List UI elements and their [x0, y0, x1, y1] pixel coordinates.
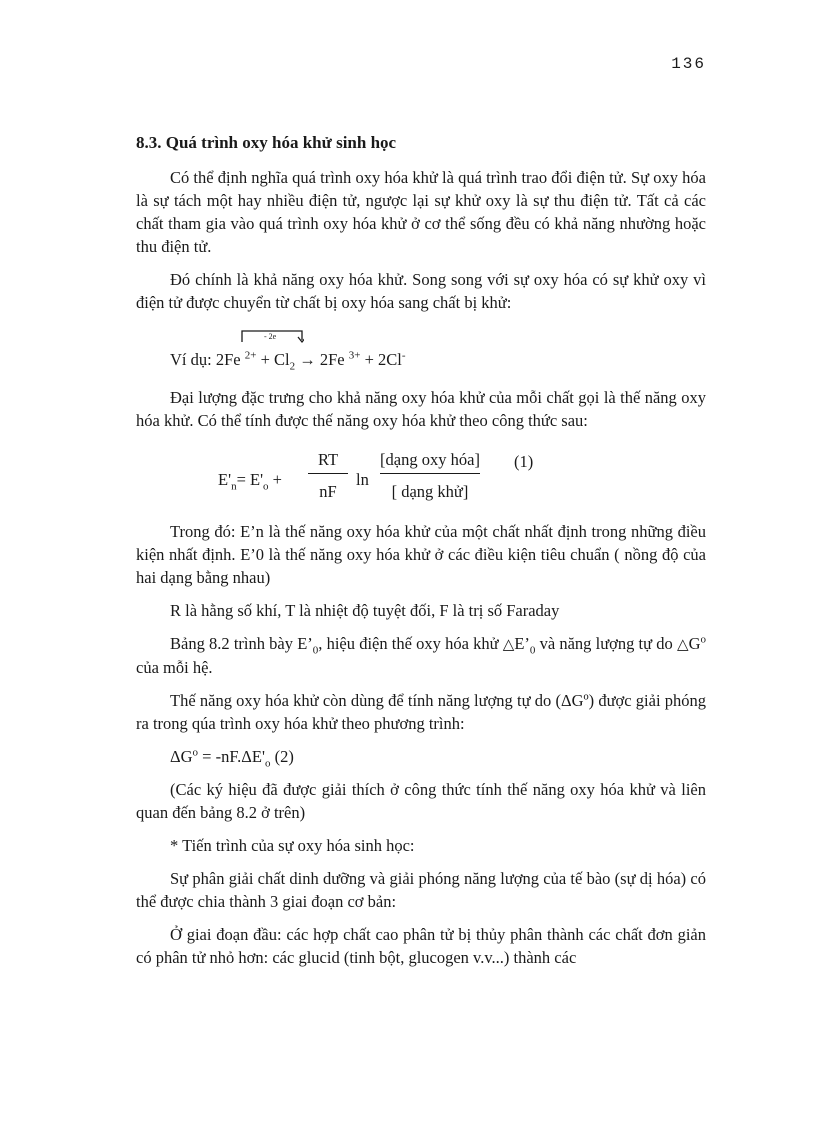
paragraph-constants: R là hằng số khí, T là nhiệt độ tuyệt đối, F là trị số Faraday: [170, 601, 560, 620]
fraction-rt-nf: [308, 448, 348, 503]
cl-charge: -: [401, 349, 406, 362]
ln-symbol: ln: [356, 470, 369, 489]
example-prefix: Ví dụ: 2Fe: [170, 350, 245, 369]
fe-charge-2: 3+: [348, 349, 361, 362]
paragraph-definitions: Trong đó: E’n là thế năng oxy hóa khử của một chất nhất định trong những điều kiện nhất định. E’0 là thế năng oxy hóa khử ở các điều kiện tiêu chuẩn ( nồng độ của hai dạng bằng nhau): [136, 522, 706, 587]
section-title: 8.3. Quá trình oxy hóa khử sinh học: [136, 133, 397, 152]
page-number: 136: [671, 55, 706, 73]
formula-free-energy: $\Delta G^o = -nF.\Delta E'_o$ (2): [170, 746, 294, 770]
formula-redox-potential: [136, 442, 706, 512]
paragraph-definition: Có thể định nghĩa quá trình oxy hóa khử là quá trình trao đổi điện tử. Sự oxy hóa là sự tách một hay nhiều điện tử, ngược lại sự khử oxy là sự thu điện tử. Tất cả các chất tham gia vào quá trình oxy hóa khử ở cơ thể sống đều có khả năng nhường hoặc thu điện tử.: [136, 168, 706, 256]
cl-subscript: 2: [289, 360, 296, 373]
fe-charge-1: 2+: [244, 349, 257, 362]
fraction-numerator: [dạng oxy hóa]: [380, 450, 480, 469]
fraction-bar: [380, 473, 480, 474]
paragraph-potential-intro: Đại lượng đặc trưng cho khả năng oxy hóa khử của mỗi chất gọi là thế năng oxy hóa khử. Có thể tính được thế năng oxy hóa khử theo công thức sau:: [136, 388, 706, 430]
paragraph-free-energy: Thế năng oxy hóa khử còn dùng để tính năng lượng tự do (ΔGº) được giải phóng ra trong qúa trình oxy hóa khử theo phương trình:: [136, 691, 706, 733]
equation-number-1: (1): [514, 452, 534, 471]
paragraph-redox-ability: Đó chính là khả năng oxy hóa khử. Song song với sự oxy hóa có sự khử oxy vì điện tử được chuyển từ chất bị oxy hóa sang chất bị khử:: [136, 270, 706, 312]
triangle-icon: △: [676, 635, 689, 653]
example-equation: [170, 348, 406, 371]
paragraph-symbols-note: (Các ký hiệu đã được giải thích ở công thức tính thế năng oxy hóa khử và liên quan đến bảng 8.2 ở trên): [136, 780, 706, 822]
paragraph-bio-oxidation-heading: * Tiến trình của sự oxy hóa sinh học:: [170, 836, 415, 855]
paragraph-first-stage: Ở giai đoạn đầu: các hợp chất cao phân tử bị thủy phân thành các chất đơn giản có phân tử nhỏ hơn: các glucid (tinh bột, glucogen v.v...) thành các: [136, 925, 706, 967]
fraction-denominator: nF: [319, 482, 337, 501]
paragraph-catabolism: Sự phân giải chất dinh dưỡng và giải phóng năng lượng của tế bào (sự dị hóa) có thể được chia thành 3 giai đoạn cơ bản:: [136, 869, 706, 911]
page-content: [136, 130, 706, 979]
triangle-icon: △: [502, 635, 515, 653]
fraction-concentration: [380, 448, 480, 503]
paragraph-table-reference: Bảng 8.2 trình bày $E’_0$, hiệu điện thế oxy hóa khử $\triangle E’_0$ và năng lượng tự do $\triangle G^o$ của mỗi hệ.: [136, 633, 706, 677]
electron-transfer-label: - 2e: [264, 332, 277, 341]
example-arrow-fe: → 2Fe: [295, 350, 349, 369]
formula-lhs: $E'_n= E'_o$ +: [218, 470, 282, 493]
fraction-bar: [308, 473, 348, 474]
fraction-numerator: RT: [317, 450, 339, 469]
example-plus-2cl: + 2Cl: [360, 350, 402, 369]
redox-example: [136, 330, 706, 376]
fraction-denominator: [ dạng khử]: [391, 482, 469, 501]
example-plus-cl: + Cl: [256, 350, 290, 369]
